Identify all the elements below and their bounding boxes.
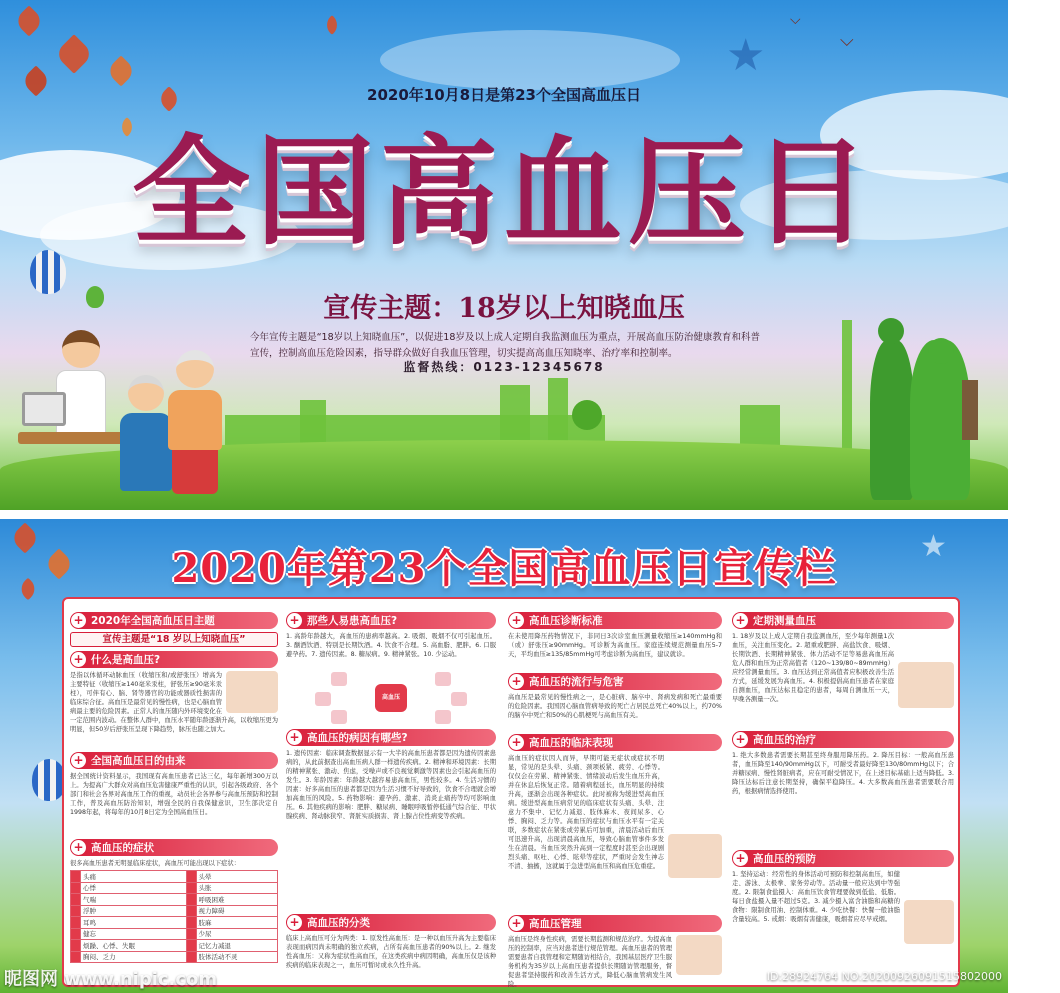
section-title: 那些人易患高血压? <box>307 615 398 627</box>
elderly-care-illustration <box>676 935 722 975</box>
maple-leaf-icon <box>105 55 136 86</box>
red-cross-icon: + <box>509 613 524 628</box>
bottom-board <box>0 519 1008 993</box>
symptom-bullet <box>186 928 196 940</box>
section-text: 1. 高龄年龄越大，高血压的患病率越高。2. 吸烟、吸烟不仅可引起血压。3. 酗酒饮酒、特别是长期饮酒。4. 饮食不合理。5. 高血脂、肥胖。6. 口服避孕药。7. 遗传因素。8. 糖尿病。9. 精神紧张。10. 少运动。 <box>286 633 496 658</box>
section-body: 1. 18岁及以上成人定期自我监测血压，至少每年测量1次血压，关注血压变化。2. 超重或肥胖、高盐饮食、吸烟、长期饮酒、长期精神紧张、体力活动不足等易患高血压高危人群和血压为正常高值者（120~139/80~89mmHg）应经常测量血压。3. 血压达到正常高值者应积极改善生活方式，延缓发展为高血压。4. 积极提倡高血压患者在家庭自测血压，血压达标且稳定的患者，每周自测血压一天，早晚各测量一次。 <box>732 633 894 703</box>
section-body: 1. 坚持运动：经常性的身体活动可预防和控制高血压，如健走、游泳、太极拳、家务劳动等。活动量一般应达到中等强度。2. 限制食盐摄入：高血压饮食管理要做到低盐、低脂。每日食盐摄入量不超过5克。3. 减少摄入富含油脂和高糖的食物：限制食用油、控制体重。4. 少吃快餐：快餐一般油脂含量较高。5. 戒烟：吸烟有害健康，吸烟者应尽早戒烟。 <box>732 871 900 923</box>
section-title: 高血压诊断标准 <box>529 615 603 627</box>
board-title: 2020年第23个全国高血压日宣传栏 <box>171 545 837 592</box>
section-header <box>508 673 722 690</box>
healthy-food-illustration <box>904 900 954 944</box>
symptom-cell: 记忆力减退 <box>196 940 277 952</box>
symptom-bullet <box>186 882 196 894</box>
section-header <box>70 651 278 668</box>
section-title: 定期测量血压 <box>753 615 816 627</box>
red-cross-icon: + <box>71 753 86 768</box>
risk-icon <box>435 672 451 686</box>
windmill-icon <box>962 380 978 440</box>
section-text <box>732 870 954 924</box>
risk-factor-diagram <box>291 670 491 726</box>
symptom-bullet <box>186 905 196 917</box>
section-text <box>508 754 722 912</box>
section-title: 高血压的流行与危害 <box>529 676 624 688</box>
image-id-line: ID:28924764 NO:20200926091515802000 <box>766 970 1002 983</box>
watermark-logo: 昵图网 www.nipic.com <box>4 969 218 990</box>
section-header <box>286 612 496 629</box>
symptom-bullet <box>71 882 81 894</box>
symptom-bullet <box>186 917 196 929</box>
theme-box: 宣传主题是“18 岁以上知晓血压” <box>70 632 278 647</box>
symptom-bullet <box>186 951 196 963</box>
red-cross-icon: + <box>509 916 524 931</box>
symptom-bullet <box>71 940 81 952</box>
red-cross-icon: + <box>71 840 86 855</box>
section-text: 据全国统计资料显示，我国现有高血压患者已达三亿，每年新增300万以上。为提高广大群众对高血压危害健康严重性的认识，引起各级政府、各个部门和社会各界对高血压工作的重视，动员社会各界参与高血压预防和控制工作，普及高血压防治知识，增强全民的自我保健意识，卫生部决定自1998年起，将每年的10月8日定为全国高血压日。 <box>70 773 278 816</box>
section-header <box>286 729 496 746</box>
section-text: 很多高血压患者无明显临床症状，高血压可能出现以下症状： <box>70 860 241 867</box>
section-text: 1. 遗传因素：临床调查数据显示有一大半的高血压患者都是因为遗传因素患病的，从此前据查出高血压病人群一样遗传疾病。2. 精神和环境因素：长期的精神紧张、激动、焦虑，受噪声或不良视觉刺激等因素也会引起高血压的发生。3. 年龄因素：年龄越大越容易患高血压，男性较多。4. 生活习惯的因素：好多高血压的患者都是因为生活习惯不好导致的，饮食不合理就会增加高血压的风险。5. 药物影响：避孕药、激素、消炎止痛药等均可影响血压。6. 其他疾病的影响：肥胖、糖尿病、睡眠呼吸暂停低通气综合征、甲状腺疾病、肾动脉狭窄、肾脏实质损害、肾上腺占位性病变等疾病。 <box>286 750 496 820</box>
red-cross-icon: + <box>71 613 86 628</box>
symptom-bullet <box>71 905 81 917</box>
section-header <box>70 752 278 769</box>
symptom-cell: 肢体活动不灵 <box>196 951 277 963</box>
section-title: 高血压的临床表现 <box>529 737 613 749</box>
star-icon: ★ <box>920 529 947 564</box>
red-cross-icon: + <box>733 851 748 866</box>
symptom-row <box>71 871 278 883</box>
symptom-bullet <box>186 940 196 952</box>
hot-air-balloon-icon <box>32 759 66 801</box>
red-cross-icon: + <box>287 915 302 930</box>
section-header <box>732 850 954 867</box>
page-title: 全国高血压日 <box>131 123 876 261</box>
section-text <box>508 935 722 989</box>
red-cross-icon: + <box>509 735 524 750</box>
symptom-bullet <box>186 894 196 906</box>
symptom-table <box>70 870 278 963</box>
bird-icon: ⌵ <box>790 12 801 28</box>
red-cross-icon: + <box>509 674 524 689</box>
bird-icon: ⌵ <box>840 30 854 51</box>
doctor-patient-illustration <box>898 662 954 708</box>
symptom-cell: 浮肿 <box>81 905 187 917</box>
red-cross-icon: + <box>287 730 302 745</box>
computer-icon <box>22 392 66 426</box>
symptom-cell: 健忘 <box>81 928 187 940</box>
symptom-cell: 头痛 <box>81 871 187 883</box>
red-cross-icon: + <box>71 652 86 667</box>
symptom-cell: 气喘 <box>81 894 187 906</box>
symptom-cell: 呼吸困难 <box>196 894 277 906</box>
tree-icon <box>572 400 602 430</box>
symptom-cell: 胸闷、乏力 <box>81 951 187 963</box>
symptom-cell: 少尿 <box>196 928 277 940</box>
symptom-bullet <box>71 928 81 940</box>
cloud <box>380 30 680 90</box>
risk-icon <box>451 692 467 706</box>
section-title: 什么是高血压? <box>91 654 161 666</box>
date-line: 2020年10月8日是第23个全国高血压日 <box>367 86 641 104</box>
symptom-row <box>71 917 278 929</box>
symptom-row <box>71 905 278 917</box>
symptom-bullet <box>71 917 81 929</box>
top-banner <box>0 0 1008 505</box>
star-icon: ★ <box>726 30 766 81</box>
hotline: 监督热线：0123-12345678 <box>403 360 605 374</box>
section-title: 2020年全国高血压日主题 <box>91 615 215 627</box>
symptom-row <box>71 928 278 940</box>
section-header <box>508 612 722 629</box>
section-text: 1. 绝大多数患者需要长期甚至终身服用降压药。2. 降压目标：一般高血压患者，血压降至140/90mmHg以下，可耐受者最好降至130/80mmHg以下；合并糖尿病、慢性肾脏病者，应在可耐受情况下，在上述目标基础上适当降低。3. 降压达标后注意长期坚持，确保平稳降压。4. 大多数高血压患者需要联合用药，根据病情选择使用。 <box>732 752 954 795</box>
city-tower <box>842 320 852 460</box>
section-title: 高血压的症状 <box>91 842 154 854</box>
section-text: 临床上高血压可分为两类：1. 原发性高血压：是一种以血压升高为主要临床表现而病因尚未明确的独立疾病，占所有高血压患者的90%以上。2. 继发性高血压：又称为症状性高血压，在这类疾病中病因明确，高血压仅是该种疾病的临床表现之一，血压可暂时或永久性升高。 <box>286 935 496 969</box>
red-cross-icon: + <box>733 732 748 747</box>
symptom-cell: 头胀 <box>196 882 277 894</box>
column-4 <box>732 609 954 981</box>
symptom-bullet <box>71 871 81 883</box>
symptom-bullet <box>71 894 81 906</box>
section-text: 在未使用降压药物情况下，非同日3次诊室血压测量收缩压≥140mmHg和（或）舒张压≥90mmHg。可诊断为高血压。家庭连续规范测量血压5-7天，平均血压≥135/85mmHg可考虑诊断为高血压，建议就诊。 <box>508 633 722 658</box>
column-1 <box>70 609 278 981</box>
section-title: 高血压的治疗 <box>753 734 816 746</box>
elderly-man-figure <box>120 375 172 495</box>
section-text <box>70 671 278 749</box>
symptom-cell: 肢麻 <box>196 917 277 929</box>
section-header <box>508 734 722 751</box>
risk-icon <box>331 710 347 724</box>
column-2 <box>286 609 496 981</box>
section-text <box>732 632 954 728</box>
section-title: 高血压的病因有哪些? <box>307 732 408 744</box>
red-cross-icon: + <box>733 613 748 628</box>
info-board <box>62 597 960 987</box>
section-header <box>70 612 278 629</box>
section-title: 高血压的分类 <box>307 917 370 929</box>
maple-leaf-icon <box>322 15 342 35</box>
symptom-row <box>71 882 278 894</box>
section-header <box>508 915 722 932</box>
risk-icon <box>315 692 331 706</box>
section-title: 高血压的预防 <box>753 853 816 865</box>
section-text: 高血压是最常见的慢性病之一，是心脏病、脑卒中、肾病发病和死亡最重要的危险因素。我国因心脑血管病导致的死亡占居民总死亡40%以上，约70%的脑卒中死亡和50%的心肌梗死与高血压有关。 <box>508 694 722 719</box>
symptom-cell: 头晕 <box>196 871 277 883</box>
patient-illustration <box>668 834 722 878</box>
section-title: 高血压管理 <box>529 918 582 930</box>
symptom-bullet <box>71 951 81 963</box>
symptom-row <box>71 940 278 952</box>
section-body: 高血压的症状因人而异，早期可能无症状或症状不明显，常见的是头晕、头痛、颈项板紧、疲劳、心悸等。仅仅会在劳累、精神紧张、情绪波动后发生血压升高，并在休息后恢复正常。随着病程延长，血压明显的持续升高，逐渐会出现各种症状。此时被称为缓进型高血压病。缓进型高血压病常见的临床症状有头痛、头晕、注意力不集中、记忆力减退、肢体麻木、夜间尿多、心悸、胸闷、乏力等。高血压的症状与血压水平有一定关联，多数症状在紧张或劳累后可加重，清晨活动后血压可迅速升高，出现清晨高血压，导致心脑血管事件多发生在清晨。当血压突然升高到一定程度时甚至会出现剧烈头痛、呕吐、心悸、眩晕等症状，严重时会发生神志不清、抽搐，这就属于急进型高血压和高血压危重症。 <box>508 755 664 870</box>
blood-pressure-illustration <box>226 671 278 713</box>
symptom-cell: 耳鸣 <box>81 917 187 929</box>
symptom-cell: 视力障碍 <box>196 905 277 917</box>
symptom-row <box>71 951 278 963</box>
section-header <box>286 914 496 931</box>
section-body: 是指以体循环动脉血压（收缩压和/或舒张压）增高为主要特征（收缩压≥140毫米汞柱，舒张压≥90毫米汞柱），可伴有心、脑、肾等器官的功能或器质性损害的临床综合征。高血压是最常见的慢性病，也是心脑血管病最主要的危险因素。正常人的血压随内外环境变化在一定范围内波动。在整体人群中，血压水平随年龄逐渐升高，以收缩压更为明显，但50岁后舒张压呈现下降趋势，脉压也随之加大。 <box>70 672 278 733</box>
theme-line: 宣传主题：18岁以上知晓血压 <box>323 293 685 324</box>
section-title: 全国高血压日的由来 <box>91 755 186 767</box>
risk-center-label: 高血压 <box>375 684 407 712</box>
symptom-row <box>71 894 278 906</box>
risk-icon <box>435 710 451 724</box>
section-header <box>70 839 278 856</box>
symptom-cell: 心悸 <box>81 882 187 894</box>
symptom-cell: 烦躁、心悸、失眠 <box>81 940 187 952</box>
maple-leaf-icon <box>54 34 94 74</box>
section-body: 高血压是终身性疾病，需要长期监测和规范治疗。为提高血压的控制率，应当对患者进行规范管理。高血压患者的管理需要患者自我管理和定期随访相结合，我国基层医疗卫生服务机构为35岁以上高血压患者提供长期随访管理服务，督促患者坚持服药和改善生活方式，降低心脑血管病发生风险。 <box>508 936 672 988</box>
section-header <box>732 731 954 748</box>
risk-icon <box>331 672 347 686</box>
column-3 <box>508 609 722 988</box>
maple-leaf-icon <box>13 5 44 36</box>
symptom-bullet <box>186 871 196 883</box>
section-header <box>732 612 954 629</box>
intro-paragraph: 今年宣传主题是“18岁以上知晓血压”，以促进18岁及以上成人定期自我监测血压为重点，开展高血压防治健康教育和科普宣传，控制高血压危险因素，指导群众做好自我血压管理，切实提高高血压知晓率、治疗率和控制率。 <box>250 332 760 359</box>
red-cross-icon: + <box>287 613 302 628</box>
